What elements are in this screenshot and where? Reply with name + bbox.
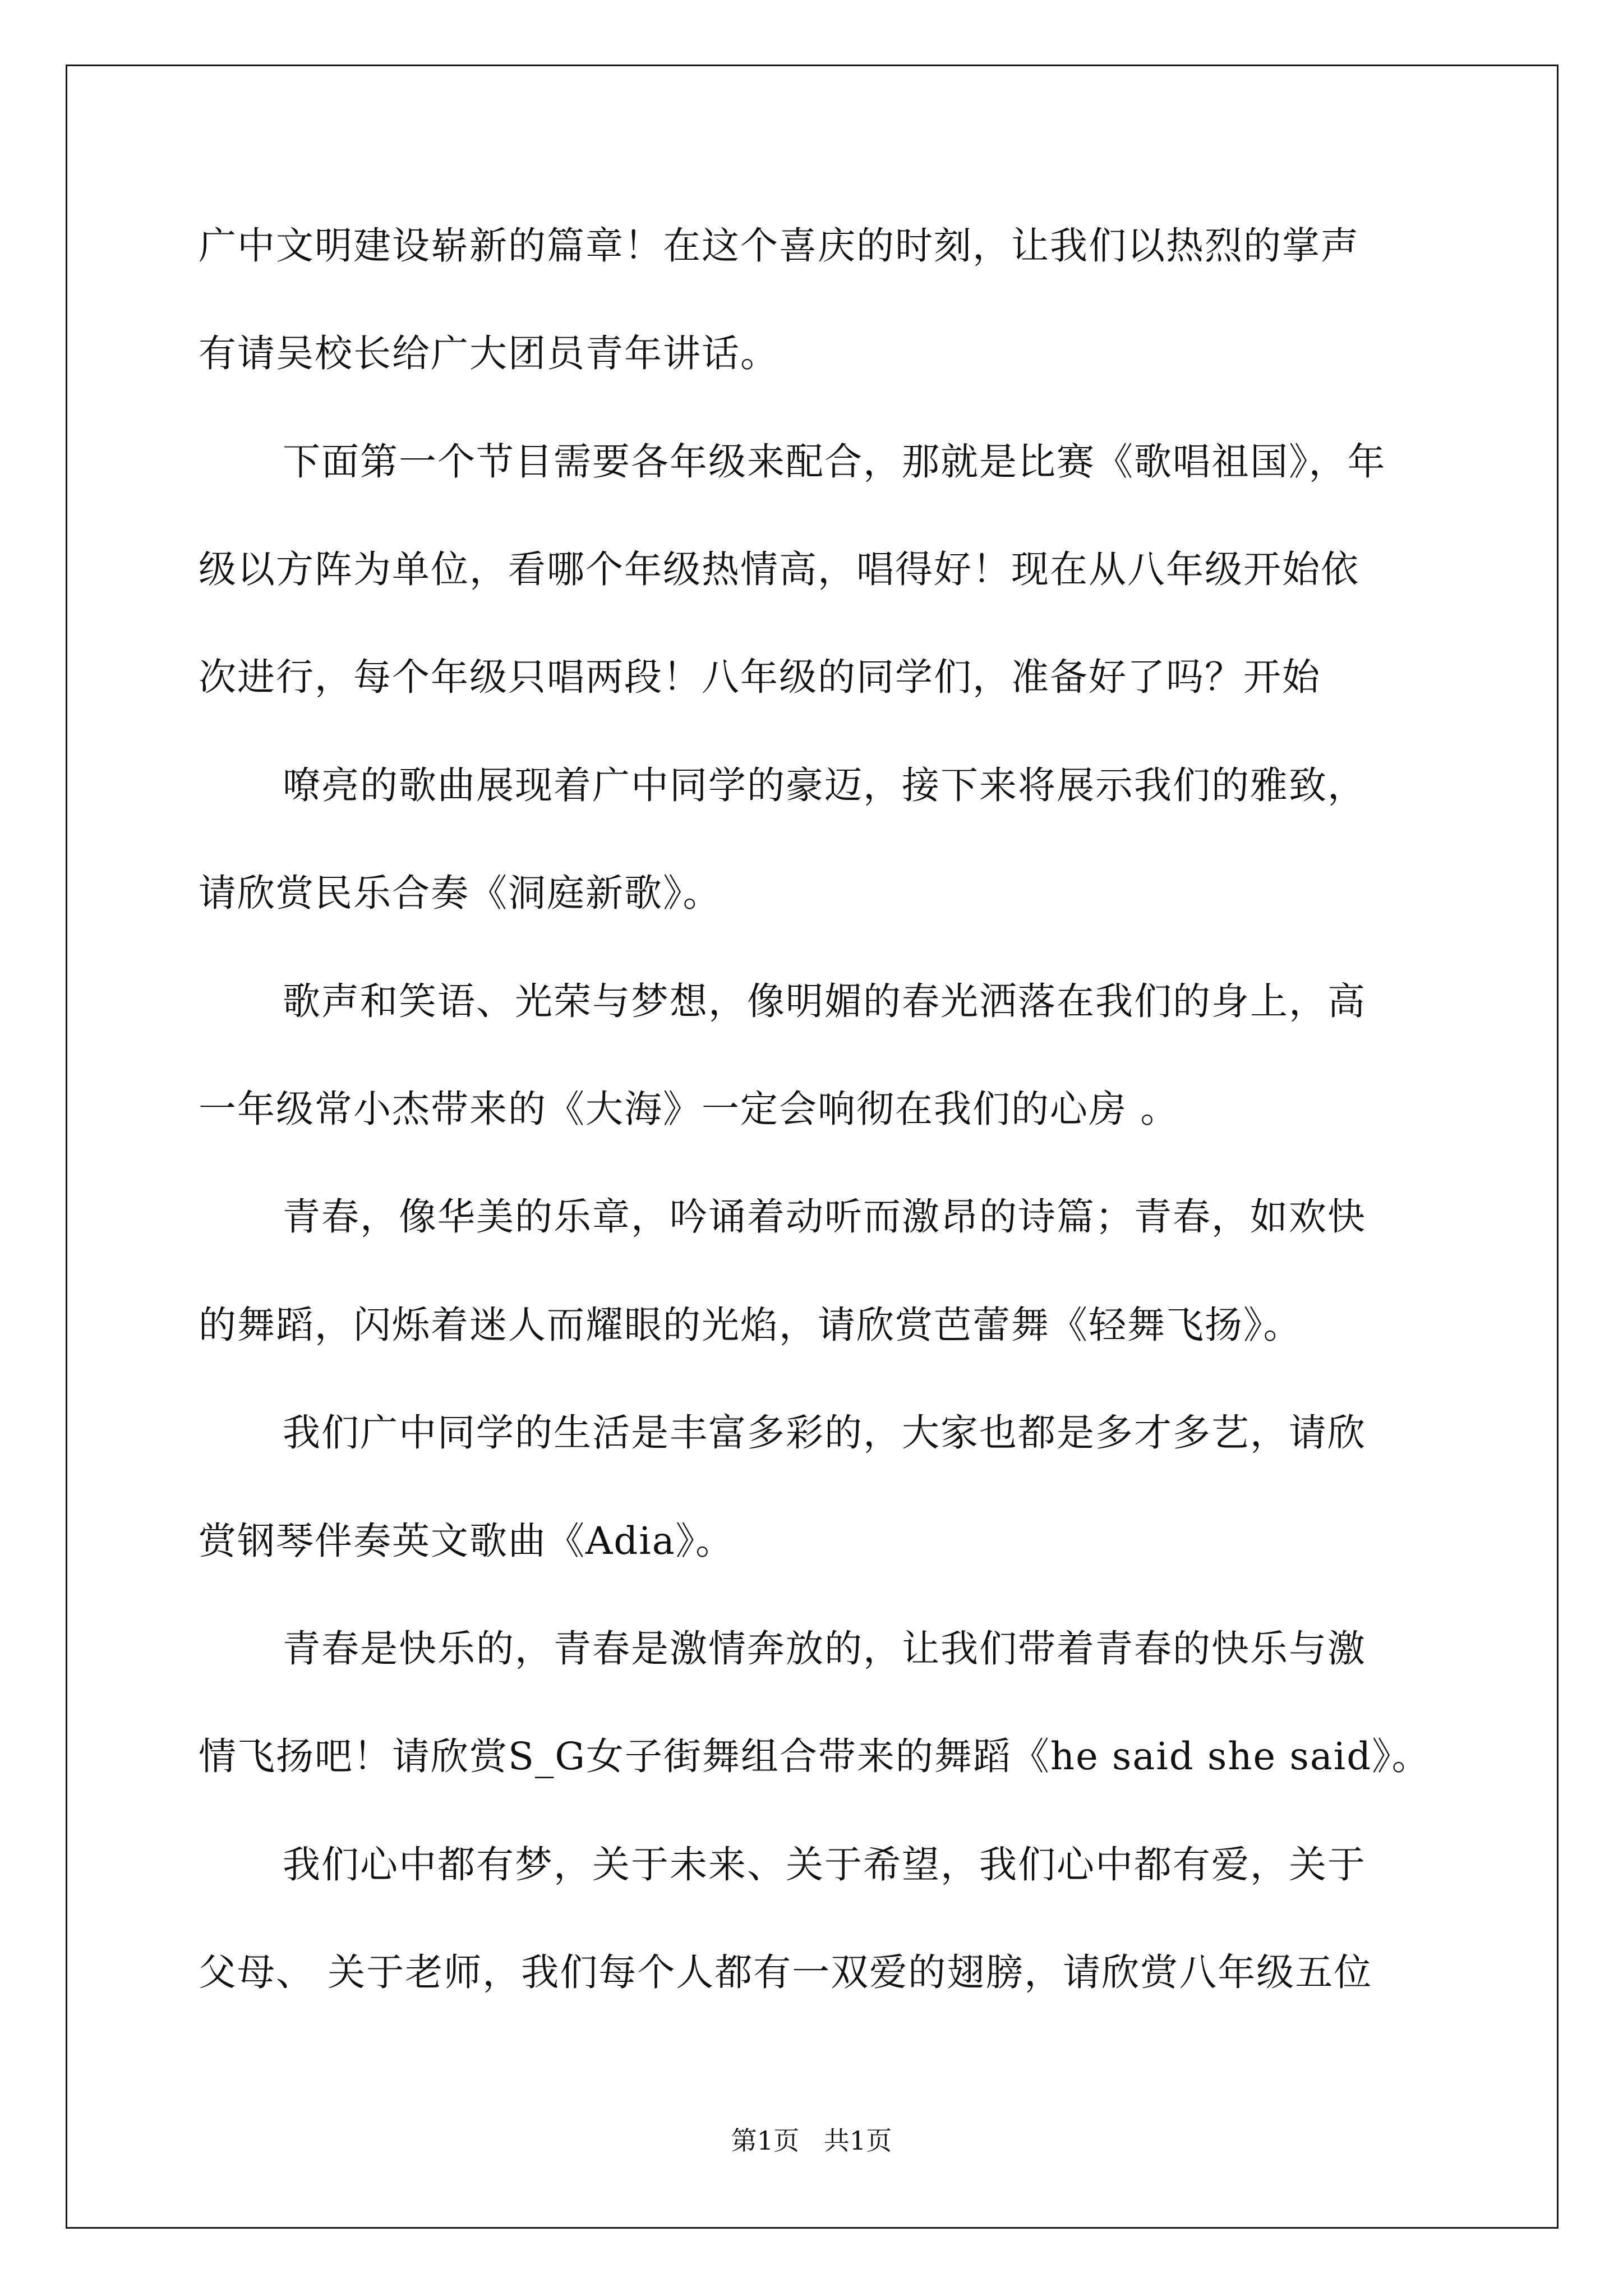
page-border <box>66 65 1559 2229</box>
text-line-2: 有请吴校长给广大团员青年讲话。 <box>199 332 779 375</box>
text-line-11: 的舞蹈，闪烁着迷人而耀眼的光焰，请欣赏芭蕾舞《轻舞飞扬》。 <box>199 1303 1302 1347</box>
text-line-15: 情飞扬吧！请欣赏S_G女子街舞组合带来的舞蹈《he said she said》。 <box>199 1734 1431 1778</box>
page-number-footer: 第1页 共1页 <box>731 2125 892 2156</box>
text-line-17: 父母、 关于老师，我们每个人都有一双爱的翅膀，请欣赏八年级五位 <box>199 1950 1373 1994</box>
text-line-12: 我们广中同学的生活是丰富多彩的，大家也都是多才多艺，请欣 <box>283 1411 1366 1455</box>
text-line-8: 歌声和笑语、光荣与梦想，像明媚的春光洒落在我们的身上，高 <box>283 979 1366 1023</box>
text-line-16: 我们心中都有梦，关于未来、关于希望，我们心中都有爱，关于 <box>283 1843 1366 1887</box>
text-line-13: 赏钢琴伴奏英文歌曲《Adia》。 <box>199 1519 735 1563</box>
text-line-10: 青春，像华美的乐章，吟诵着动听而激昂的诗篇；青春，如欢快 <box>283 1195 1366 1239</box>
text-line-9: 一年级常小杰带来的《大海》一定会响彻在我们的心房 。 <box>199 1087 1179 1131</box>
text-line-7: 请欣赏民乐合奏《洞庭新歌》。 <box>199 871 722 915</box>
text-line-5: 次进行，每个年级只唱两段！八年级的同学们，准备好了吗？开始 <box>199 655 1321 699</box>
text-line-3: 下面第一个节目需要各年级来配合，那就是比赛《歌唱祖国》，年 <box>283 440 1386 484</box>
text-line-4: 级以方阵为单位，看哪个年级热情高，唱得好！现在从八年级开始依 <box>199 547 1359 591</box>
text-line-1: 广中文明建设崭新的篇章！在这个喜庆的时刻，让我们以热烈的掌声 <box>199 224 1359 268</box>
text-line-14: 青春是快乐的，青春是激情奔放的，让我们带着青春的快乐与激 <box>283 1627 1366 1671</box>
text-line-6: 嘹亮的歌曲展现着广中同学的豪迈，接下来将展示我们的雅致， <box>283 763 1366 807</box>
